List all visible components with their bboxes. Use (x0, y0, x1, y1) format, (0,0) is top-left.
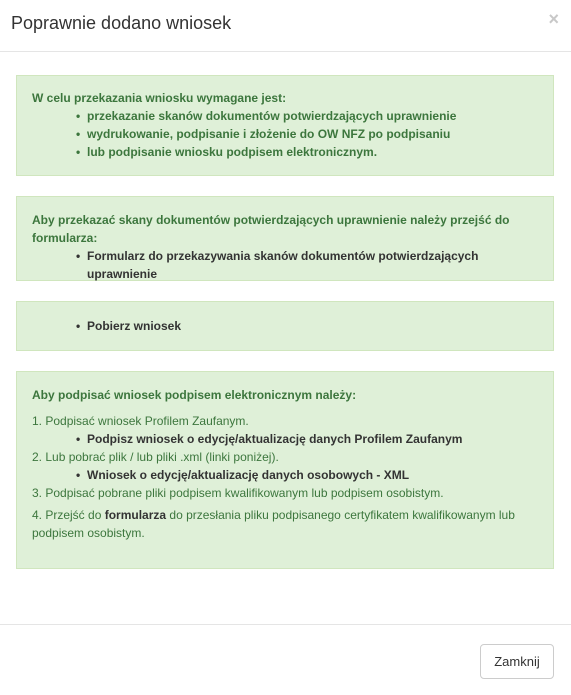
list-item (32, 317, 538, 335)
modal-title: Poprawnie dodano wniosek (11, 13, 232, 33)
requirements-list (32, 107, 538, 161)
trusted-profile-sign-link[interactable]: Podpisz wniosek o edycję/aktualizację danych Profilem Zaufanym (87, 432, 463, 446)
bullet-icon: • (76, 127, 81, 141)
list-item (32, 107, 538, 125)
download-list (32, 317, 538, 335)
scans-alert (16, 196, 554, 281)
modal-header (0, 0, 571, 52)
modal-footer (0, 624, 571, 695)
step-2: 2. Lub pobrać plik / lub pliki .xml (linki poniżej). (32, 450, 279, 464)
list-item (32, 125, 538, 143)
step-4-text-end: do przesłania pliku podpisanego certyfikatem kwalifikowanym lub podpisem osobistym. (32, 508, 515, 540)
list-item (32, 466, 538, 484)
e-signature-heading: Aby podpisać wniosek podpisem elektronicznym należy: (32, 388, 357, 402)
list-item (32, 430, 538, 448)
bullet-icon: • (76, 145, 81, 159)
download-application-link[interactable]: Pobierz wniosek (87, 319, 182, 333)
step-2-list (32, 466, 538, 484)
form-link[interactable]: formularza (104, 508, 167, 522)
requirements-heading: W celu przekazania wniosku wymagane jest: (32, 91, 287, 105)
requirements-alert (16, 75, 554, 176)
step-4-text: 4. Przejść do (32, 508, 105, 522)
requirement-text: przekazanie skanów dokumentów potwierdzających uprawnienie (87, 109, 457, 123)
scans-heading: Aby przekazać skany dokumentów potwierdzających uprawnienie należy przejść do formularza: (32, 213, 510, 245)
bullet-icon: • (76, 109, 81, 123)
scans-list (32, 247, 538, 283)
bullet-icon: • (76, 319, 81, 333)
step-3: 3. Podpisać pobrane pliki podpisem kwalifikowanym lub podpisem osobistym. (32, 486, 444, 500)
bullet-icon: • (76, 432, 81, 446)
download-alert (16, 301, 554, 351)
close-button[interactable]: Zamknij (480, 644, 554, 679)
bullet-icon: • (76, 468, 81, 482)
list-item (32, 143, 538, 161)
bullet-icon: • (76, 249, 81, 263)
xml-download-link[interactable]: Wniosek o edycję/aktualizację danych osobowych - XML (87, 468, 410, 482)
e-signature-alert (16, 371, 554, 569)
step-4 (32, 506, 538, 542)
requirement-text: lub podpisanie wniosku podpisem elektronicznym. (87, 145, 378, 159)
requirement-text: wydrukowanie, podpisanie i złożenie do OW NFZ po podpisaniu (87, 127, 451, 141)
close-icon[interactable]: × (548, 9, 559, 29)
step-1-list (32, 430, 538, 448)
list-item (32, 247, 538, 283)
step-1: 1. Podpisać wniosek Profilem Zaufanym. (32, 414, 249, 428)
scans-form-link[interactable]: Formularz do przekazywania skanów dokumentów potwierdzających uprawnienie (87, 249, 479, 281)
